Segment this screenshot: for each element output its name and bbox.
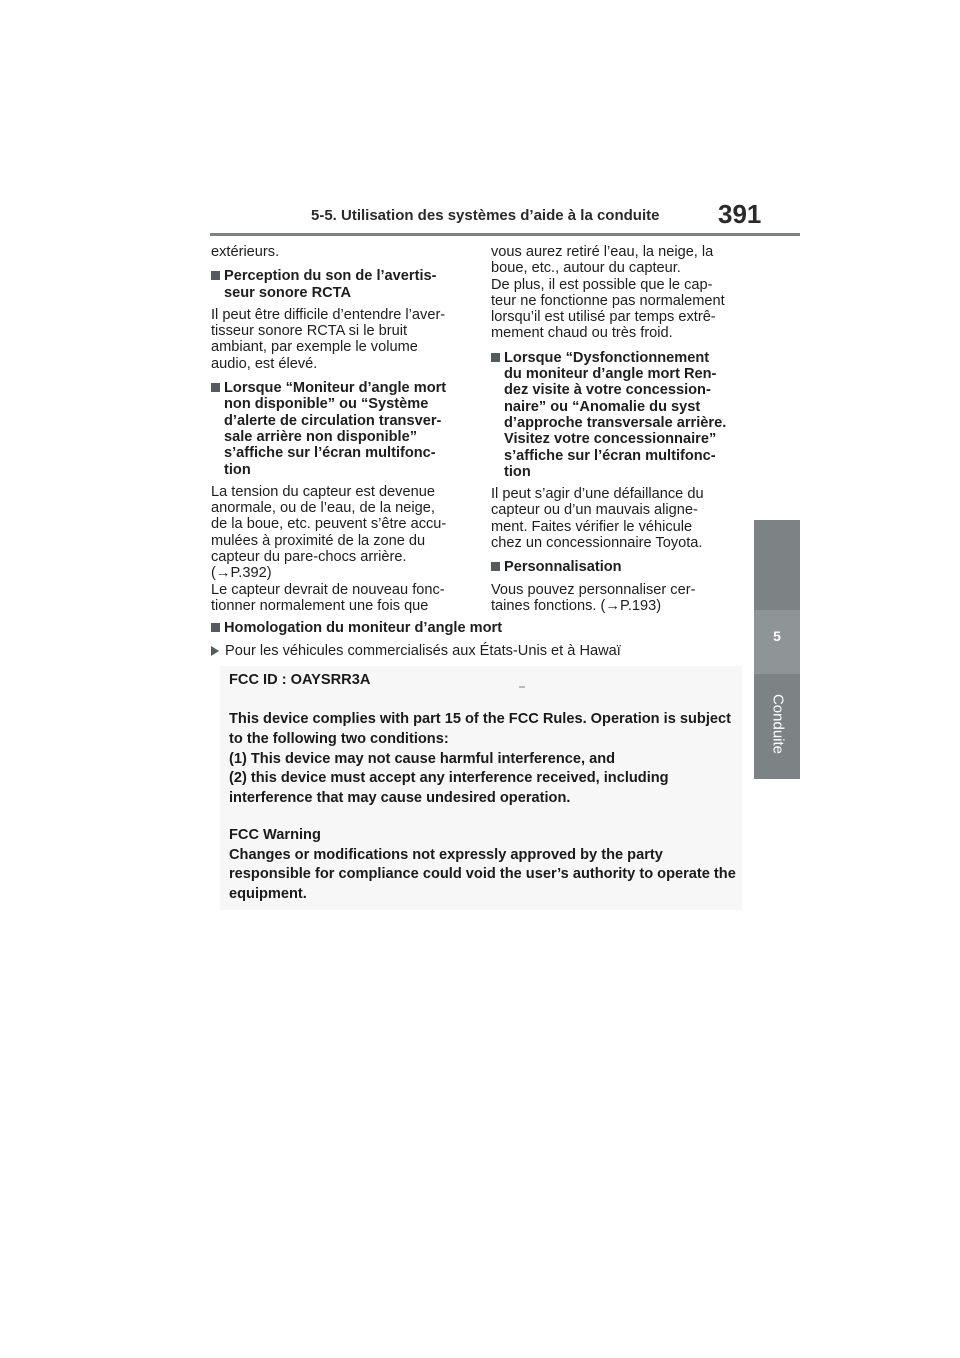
section-body-malfunction — [491, 486, 754, 551]
body-line: Il peut s’agir d’une défaillance du — [491, 486, 704, 503]
heading-line: Lorsque “Moniteur d’angle mort — [224, 380, 447, 397]
body-line: ment. Faites vérifier le véhicule — [491, 518, 693, 535]
scan-artifact-mark — [519, 686, 525, 688]
section-body-rcta-sound — [211, 307, 473, 372]
fcc-label-line: (2) this device must accept any interference received, including — [229, 770, 669, 786]
body-line: anormale, ou de l’eau, de la neige, — [211, 500, 435, 517]
body-line: capteur du pare-chocs arrière. — [211, 549, 407, 566]
body-line: Il peut être difficile d’entendre l’aver- — [211, 306, 446, 323]
right-column — [491, 244, 754, 621]
region-text: Pour les véhicules commercialisés aux États-Unis et à Hawaï — [225, 643, 621, 659]
fcc-label-line: interference that may cause undesired operation. — [229, 790, 571, 806]
section-body-monitor-unavailable — [211, 484, 473, 614]
body-line: chez un concessionnaire Toyota. — [491, 535, 703, 552]
header-section-title: 5-5. Utilisation des systèmes d’aide à la conduite — [311, 207, 660, 224]
heading-line: sale arrière non disponible” — [224, 428, 418, 445]
homologation-region-note — [211, 643, 621, 659]
square-bullet-icon — [211, 620, 224, 636]
square-bullet-icon — [491, 350, 504, 480]
heading-line: dez visite à votre concession- — [504, 382, 711, 399]
page-reference-link[interactable]: (→P.392) — [211, 565, 272, 582]
fcc-label-line: This device complies with part 15 of the FCC Rules. Operation is subject — [229, 711, 731, 727]
body-line: tisseur sonore RCTA si le bruit — [211, 323, 408, 340]
heading-line: d’approche transversale arrière. — [504, 414, 727, 431]
body-line: de la boue, etc. peuvent s’être accu- — [211, 516, 447, 533]
fcc-label-line: to the following two conditions: — [229, 731, 449, 747]
fcc-warning-heading: FCC Warning — [229, 827, 321, 843]
fcc-label-line: responsible for compliance could void the user’s authority to operate the — [229, 866, 736, 882]
body-line: teur ne fonctionne pas normalement — [491, 292, 725, 309]
body-line: ambiant, par exemple le volume — [211, 339, 418, 356]
left-column — [211, 244, 473, 621]
heading-line: tion — [224, 461, 251, 478]
continued-text — [491, 244, 754, 342]
heading-line: d’alerte de circulation transver- — [224, 412, 442, 429]
body-line: boue, etc., autour du capteur. — [491, 260, 681, 277]
triangle-bullet-icon — [211, 643, 225, 659]
body-line: La tension du capteur est devenue — [211, 483, 435, 500]
heading-line: Perception du son de l’avertis- — [224, 268, 437, 285]
fcc-id-line: FCC ID : OAYSRR3A — [229, 672, 371, 688]
chapter-label: Conduite — [769, 693, 787, 755]
section-heading-malfunction — [491, 350, 754, 480]
intro-text: extérieurs. — [211, 244, 280, 260]
square-bullet-icon — [491, 559, 504, 575]
section-heading-rcta-sound — [211, 268, 473, 301]
fcc-label-line: Changes or modifications not expressly approved by the party — [229, 847, 663, 863]
square-bullet-icon — [211, 268, 224, 301]
heading-line: du moniteur d’angle mort Ren- — [504, 366, 717, 383]
square-bullet-icon — [211, 380, 224, 478]
heading-line: seur sonore RCTA — [224, 284, 352, 301]
body-line: mulées à proximité de la zone du — [211, 532, 426, 549]
heading-line: naire” ou “Anomalie du syst — [504, 398, 701, 415]
fcc-label-line: (1) This device may not cause harmful interference, and — [229, 751, 616, 767]
body-line: De plus, il est possible que le cap- — [491, 276, 713, 293]
fcc-label-line: equipment. — [229, 886, 307, 902]
heading-line: non disponible” ou “Système — [224, 396, 429, 413]
page-number: 391 — [718, 199, 762, 229]
section-heading-homologation — [211, 620, 502, 636]
heading-line: Visitez votre concessionnaire” — [504, 431, 717, 448]
body-line: vous aurez retiré l’eau, la neige, la — [491, 244, 714, 260]
fcc-label-image — [220, 666, 742, 910]
body-line: audio, est élevé. — [211, 355, 318, 372]
heading-line: Personnalisation — [504, 559, 622, 576]
section-heading-monitor-unavailable — [211, 380, 473, 478]
section-heading-personalisation — [491, 559, 754, 575]
header-divider — [210, 233, 800, 236]
heading-line: s’affiche sur l’écran multifonc- — [224, 445, 436, 462]
body-line: Vous pouvez personnaliser cer- — [491, 581, 696, 598]
heading-line: Homologation du moniteur d’angle mort — [224, 620, 503, 636]
page-reference-link[interactable]: taines fonctions. (→P.193) — [491, 597, 662, 614]
chapter-label-box — [760, 680, 796, 770]
heading-line: Lorsque “Dysfonctionnement — [504, 349, 710, 366]
chapter-number: 5 — [773, 628, 781, 644]
heading-line: s’affiche sur l’écran multifonc- — [504, 447, 716, 464]
body-line: mement chaud ou très froid. — [491, 325, 673, 342]
body-line: lorsqu’il est utilisé par temps extrê- — [491, 309, 716, 326]
body-line: capteur ou d’un mauvais aligne- — [491, 502, 698, 519]
heading-line: tion — [504, 463, 531, 480]
body-line: Le capteur devrait de nouveau fonc- — [211, 581, 445, 598]
body-line: tionner normalement une fois que — [211, 597, 429, 614]
section-body-personalisation — [491, 582, 754, 615]
